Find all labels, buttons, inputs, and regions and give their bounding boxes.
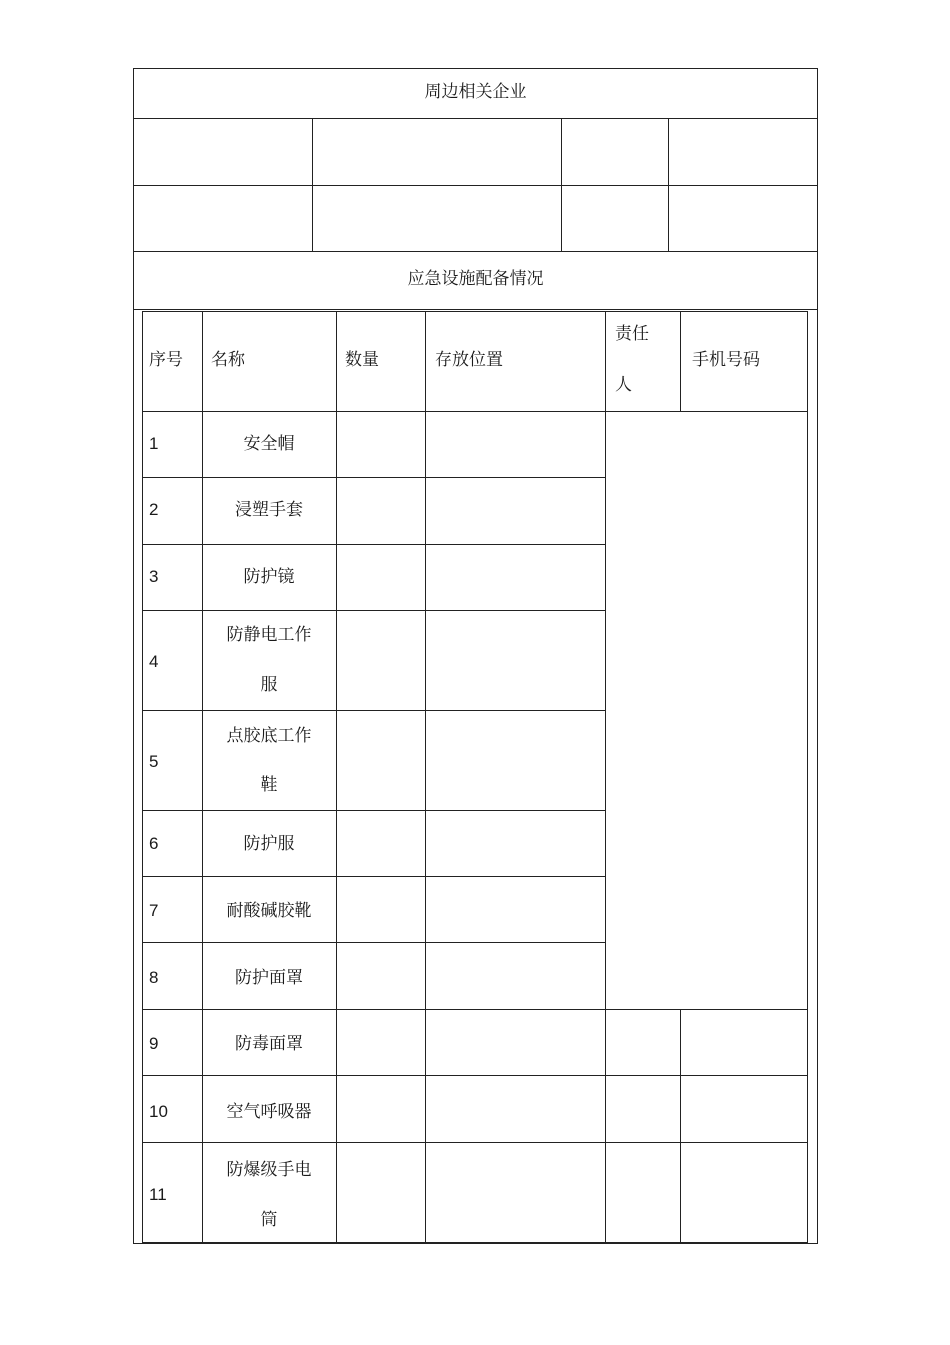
divider — [142, 411, 808, 412]
row-seq: 11 — [149, 1185, 167, 1204]
row-seq: 8 — [149, 968, 159, 987]
row-name-line1: 点胶底工作 — [226, 726, 312, 746]
divider — [133, 118, 818, 119]
divider — [142, 1009, 808, 1010]
row-seq: 9 — [149, 1034, 159, 1053]
row-name-line2: 鞋 — [260, 775, 278, 795]
divider — [668, 118, 669, 251]
header-phone: 手机号码 — [692, 350, 760, 370]
divider — [425, 311, 426, 1243]
row-name: 防护服 — [243, 834, 295, 854]
row-name-line2: 服 — [260, 675, 278, 695]
divider — [561, 118, 562, 251]
row-name: 浸塑手套 — [235, 500, 303, 520]
divider — [680, 1009, 681, 1243]
row-name: 防护面罩 — [235, 968, 303, 988]
section-title-emergency-facilities: 应急设施配备情况 — [407, 269, 544, 289]
row-name: 防护镜 — [243, 567, 295, 587]
divider — [133, 185, 818, 186]
row-seq: 3 — [149, 567, 159, 586]
divider — [142, 477, 605, 478]
divider — [142, 1142, 808, 1143]
divider — [142, 710, 605, 711]
divider — [142, 810, 605, 811]
divider — [336, 311, 337, 1243]
header-quantity: 数量 — [345, 350, 379, 370]
row-seq: 10 — [149, 1102, 168, 1121]
row-seq: 5 — [149, 752, 159, 771]
divider — [142, 544, 605, 545]
row-seq: 4 — [149, 652, 159, 671]
divider — [142, 876, 605, 877]
header-person-line1: 责任 — [615, 324, 649, 344]
row-name: 安全帽 — [243, 434, 295, 454]
divider — [133, 309, 818, 310]
row-name: 耐酸碱胶靴 — [226, 901, 312, 921]
header-name: 名称 — [211, 350, 245, 370]
row-name: 空气呼吸器 — [226, 1102, 312, 1122]
divider — [680, 311, 681, 411]
divider — [142, 610, 605, 611]
header-location: 存放位置 — [435, 350, 503, 370]
divider — [142, 1075, 808, 1076]
divider — [133, 251, 818, 252]
row-name-line1: 防爆级手电 — [226, 1160, 312, 1180]
row-name-line1: 防静电工作 — [226, 625, 312, 645]
divider — [312, 118, 313, 251]
section-title-enterprises: 周边相关企业 — [424, 82, 527, 102]
row-seq: 2 — [149, 500, 159, 519]
divider — [605, 311, 606, 1243]
row-name: 防毒面罩 — [235, 1034, 303, 1054]
header-seq: 序号 — [149, 350, 183, 370]
row-seq: 6 — [149, 834, 159, 853]
row-seq: 7 — [149, 901, 159, 920]
row-name-line2: 筒 — [260, 1210, 278, 1230]
row-seq: 1 — [149, 434, 159, 453]
header-person-line2: 人 — [615, 375, 632, 395]
divider — [142, 942, 605, 943]
